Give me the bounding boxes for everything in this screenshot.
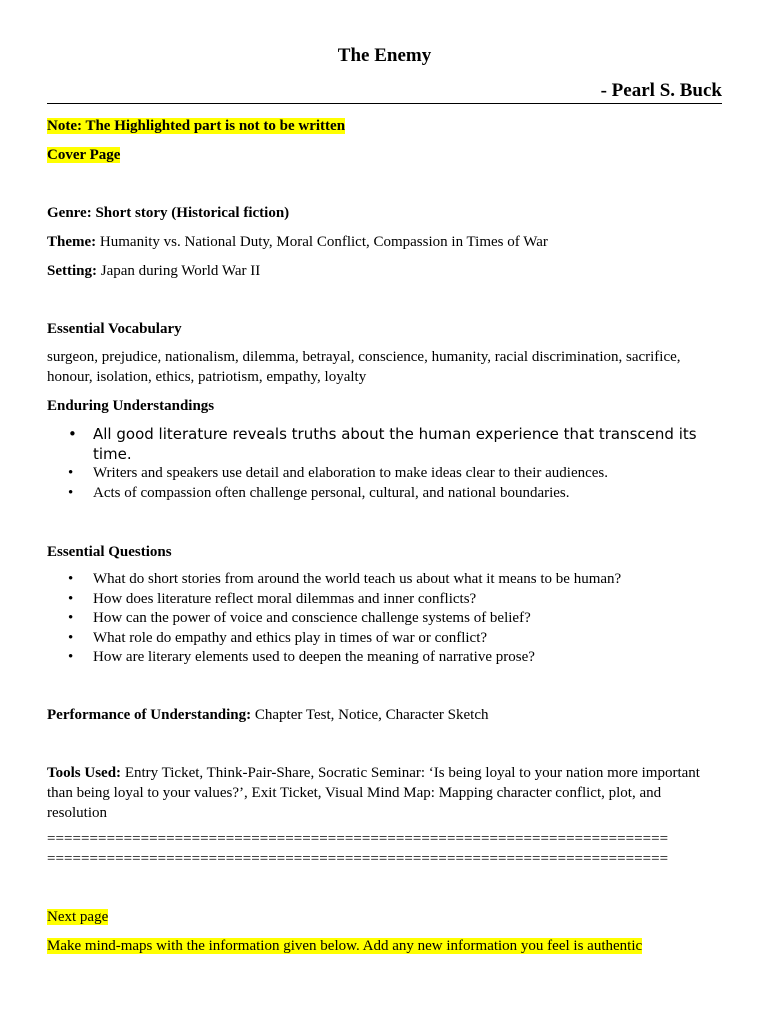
- genre-line: Genre: Short story (Historical fiction): [47, 205, 290, 221]
- next-page-label: Next page: [47, 909, 109, 925]
- cover-page-label: Cover Page: [47, 147, 121, 163]
- enduring-heading: Enduring Understandings: [47, 398, 215, 414]
- setting-label: Setting:: [47, 263, 97, 279]
- list-item: • How does literature reflect moral dilemmas and inner conflicts?: [68, 590, 477, 607]
- questions-list: [47, 570, 722, 668]
- separator-line: =========================================================================: [47, 831, 669, 847]
- enduring-list: [47, 424, 722, 503]
- document-author: - Pearl S. Buck: [600, 80, 722, 101]
- separator-line: =========================================================================: [47, 851, 669, 867]
- tools-value: Entry Ticket, Think-Pair-Share, Socratic Seminar: ‘Is being loyal to your nation more important than being loyal to your values?’, Exit Ticket, Visual Mind Map: Mapping character conflict, plot, and resolution: [47, 765, 700, 821]
- question-item-text: What role do empathy and ethics play in times of war or conflict?: [93, 629, 488, 646]
- vocab-text: surgeon, prejudice, nationalism, dilemma, betrayal, conscience, humanity, racial discrimination, sacrifice, honour, isolation, ethics, patriotism, empathy, loyalty: [47, 349, 681, 385]
- tools-label: Tools Used:: [47, 765, 122, 781]
- list-item: • Writers and speakers use detail and elaboration to make ideas clear to their audiences.: [68, 465, 609, 481]
- theme-line: [47, 232, 548, 252]
- list-item: • What do short stories from around the world teach us about what it means to be human?: [68, 571, 622, 587]
- enduring-item-text: All good literature reveals truths about the human experience that transcend its time.: [93, 425, 697, 463]
- performance-line: [47, 705, 488, 725]
- list-item: • All good literature reveals truths about the human experience that transcend its time.: [68, 425, 697, 463]
- performance-label: Performance of Understanding:: [47, 707, 252, 723]
- instruction-text: Make mind-maps with the information given below. Add any new information you feel is authentic: [47, 938, 643, 954]
- performance-value: Chapter Test, Notice, Character Sketch: [251, 707, 489, 723]
- document-title: The Enemy: [337, 45, 432, 66]
- list-item: • What role do empathy and ethics play in times of war or conflict?: [68, 629, 488, 646]
- question-item-text: How does literature reflect moral dilemmas and inner conflicts?: [93, 590, 477, 607]
- setting-value: Japan during World War II: [97, 263, 261, 279]
- tools-paragraph: [47, 763, 722, 823]
- setting-line: [47, 261, 260, 281]
- list-item: • How can the power of voice and conscience challenge systems of belief?: [68, 610, 531, 626]
- enduring-item-text: Acts of compassion often challenge personal, cultural, and national boundaries.: [93, 484, 570, 501]
- question-item-text: How can the power of voice and conscience challenge systems of belief?: [93, 610, 531, 626]
- theme-label: Theme:: [47, 234, 97, 250]
- enduring-item-text: Writers and speakers use detail and elaboration to make ideas clear to their audiences.: [93, 465, 609, 481]
- question-item-text: What do short stories from around the world teach us about what it means to be human?: [93, 571, 622, 587]
- question-item-text: How are literary elements used to deepen the meaning of narrative prose?: [93, 649, 535, 665]
- questions-heading: Essential Questions: [47, 544, 172, 560]
- theme-value: Humanity vs. National Duty, Moral Conflict, Compassion in Times of War: [96, 234, 548, 250]
- vocab-heading: Essential Vocabulary: [47, 321, 182, 337]
- list-item: • How are literary elements used to deepen the meaning of narrative prose?: [68, 649, 535, 665]
- title-divider: [47, 103, 722, 104]
- list-item: • Acts of compassion often challenge personal, cultural, and national boundaries.: [68, 484, 570, 501]
- highlight-note: Note: The Highlighted part is not to be written: [47, 118, 346, 134]
